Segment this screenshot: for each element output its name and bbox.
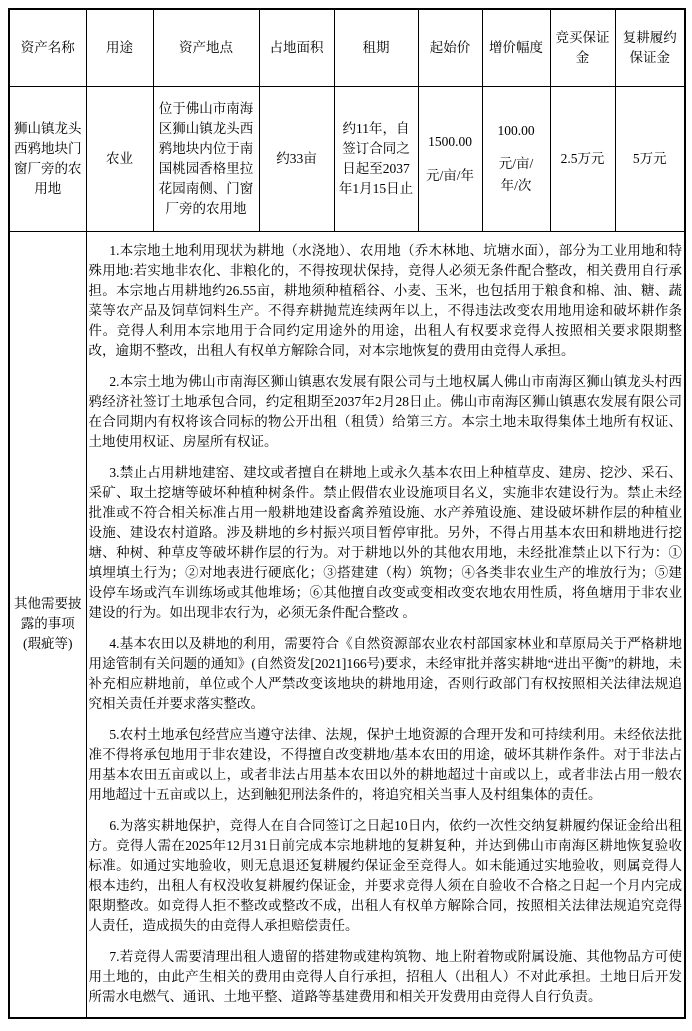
starting-price-value: 1500.00 — [428, 133, 472, 149]
header-increment: 增价幅度 — [482, 9, 550, 86]
disclosure-paragraph-1: 1.本宗地土地利用现状为耕地（水浇地）、农用地（乔木林地、坑塘水面），部分为工业用地和特殊用地:若实地非农化、非粮化的，不得按现状保持，竞得人必须无条件配合整改，相关费用自行承担。本宗地占用耕地约26.55亩，耕地须种植稻谷、小麦、玉米，也包括用于粮食和棉、油、糖、蔬菜等农产品及饲草饲料生产。不得弃耕抛荒连续两年以上，不得违法改变农用地用途和破坏耕作条件。竞得人利用本宗地用于合同约定用途外的用途，出租人有权要求竞得人按照相关要求限期整改，逾期不整改，出租人有权单方解除合同，对本宗地恢复的费用由竞得人承担。 — [88, 243, 682, 359]
disclosure-body — [86, 231, 685, 1018]
disclosure-paragraph-6: 6.为落实耕地保护，竞得人在自合同签订之日起10日内，依约一次性交纳复耕履约保证金给出租方。竞得人需在2025年12月31日前完成本宗地耕地的复耕复种，并达到佛山市南海区耕地恢复验收标准。如通过实地验收，则无息退还复耕履约保证金至竞得人。如未能通过实地验收，则属竞得人根本违约，出租人有权没收复耕履约保证金，并要求竞得人须在自验收不合格之日起一个月内完成限期整改。如竞得人拒不整改或整改不成，出租人有权单方解除合同，按照相关法律法规追究竞得人责任，造成损失的由竞得人承担赔偿责任。 — [88, 818, 682, 934]
header-recultivation-deposit: 复耕履约保证金 — [615, 9, 685, 86]
table-header-row — [9, 9, 685, 86]
disclosure-row — [9, 231, 685, 1018]
cell-location: 位于佛山市南海区狮山镇龙头西鸦地块内位于南国桃园香格里拉花园南侧、门窗厂旁的农用地 — [153, 86, 259, 231]
header-usage: 用途 — [86, 9, 153, 86]
asset-listing-table — [8, 8, 686, 1019]
header-bid-deposit: 竞买保证金 — [550, 9, 615, 86]
cell-bid-deposit: 2.5万元 — [550, 86, 615, 231]
listing-data-row — [9, 86, 685, 231]
increment-value: 100.00 — [497, 122, 535, 138]
header-asset-name: 资产名称 — [9, 9, 86, 86]
disclosure-paragraph-7: 7.若竞得人需要清理出租人遗留的搭建物或建构筑物、地上附着物或附属设施、其他物品方可使用土地的，由此产生相关的费用由竞得人自行承担，招租人（出租人）不对此承担。土地日后开发所需水电燃气、通讯、土地平整、道路等基建费用和相关开发费用由竞得人自行负责。 — [88, 949, 682, 1005]
header-area: 占地面积 — [259, 9, 334, 86]
disclosure-paragraph-3: 3.禁止占用耕地建窑、建坟或者擅自在耕地上或永久基本农田上种植草皮、建房、挖沙、采石、采矿、取土挖塘等破坏种植种树条件。禁止假借农业设施项目名义，实施非农建设行为。禁止未经批准或不符合相关标准占用一般耕地建设畜禽养殖设施、水产养殖设施、建设破坏耕作层的种植业设施、建设农村道路。涉及耕地的乡村振兴项目暂停审批。另外，不得占用基本农田和耕地进行挖塘、种树、种草皮等破坏耕作层的行为。对于耕地以外的其他农用地，未经批准禁止以下行为：①填埋填土行为；②对地表进行硬底化；③搭建建（构）筑物；④各类非农业生产的堆放行为；⑤建设停车场或汽车训练场或其他堆场；⑥其他擅自改变或变相改变农地农用性质，将鱼塘用于非农业建设的行为。如出现非农行为，必须无条件配合整改 。 — [88, 465, 682, 621]
cell-recultivation-deposit: 5万元 — [615, 86, 685, 231]
disclosure-paragraph-4: 4.基本农田以及耕地的利用，需要符合《自然资源部农业农村部国家林业和草原局关于严格耕地用途管制有关问题的通知》(自然资发[2021]166号)要求，未经审批并落实耕地“进出平衡”的耕地，未补充相应耕地前，单位或个人严禁改变该地块的耕地用途，否则行政部门有权按照相关法律法规追究相关责任并要求落实整改。 — [88, 636, 682, 712]
header-location: 资产地点 — [153, 9, 259, 86]
cell-usage: 农业 — [86, 86, 153, 231]
cell-starting-price — [418, 86, 482, 231]
disclosure-paragraph-2: 2.本宗土地为佛山市南海区狮山镇惠农发展有限公司与土地权属人佛山市南海区狮山镇龙头村西鸦经济社签订土地承包合同，约定租期至2037年2月28日止。佛山市南海区狮山镇惠农发展有限公司在合同期内有权将该合同标的物公开出租（租赁）给第三方。本宗土地未取得集体土地所有权证、土地使用权证、房屋所有权证。 — [88, 374, 682, 450]
header-starting-price: 起始价 — [418, 9, 482, 86]
cell-lease-term: 约11年，自签订合同之日起至2037年1月15日止 — [334, 86, 418, 231]
cell-area: 约33亩 — [259, 86, 334, 231]
disclosure-label: 其他需要披露的事项(瑕疵等) — [9, 231, 86, 1018]
cell-increment — [482, 86, 550, 231]
cell-asset-name: 狮山镇龙头西鸦地块门窗厂旁的农用地 — [9, 86, 86, 231]
header-lease-term: 租期 — [334, 9, 418, 86]
increment-unit: 元/亩/年/次 — [498, 155, 534, 193]
disclosure-paragraph-5: 5.农村土地承包经营应当遵守法律、法规，保护土地资源的合理开发和可持续利用。未经依法批准不得将承包地用于非农建设，不得擅自改变耕地/基本农田的用途，破坏其耕作条件。对于非法占用基本农田五亩或以上，或者非法占用基本农田以外的耕地超过十亩或以上，或者非法占用一般农用地超过十五亩或以上，达到触犯刑法条件的，将追究相关当事人及村组集体的责任。 — [88, 727, 682, 803]
starting-price-unit: 元/亩/年 — [425, 167, 474, 183]
